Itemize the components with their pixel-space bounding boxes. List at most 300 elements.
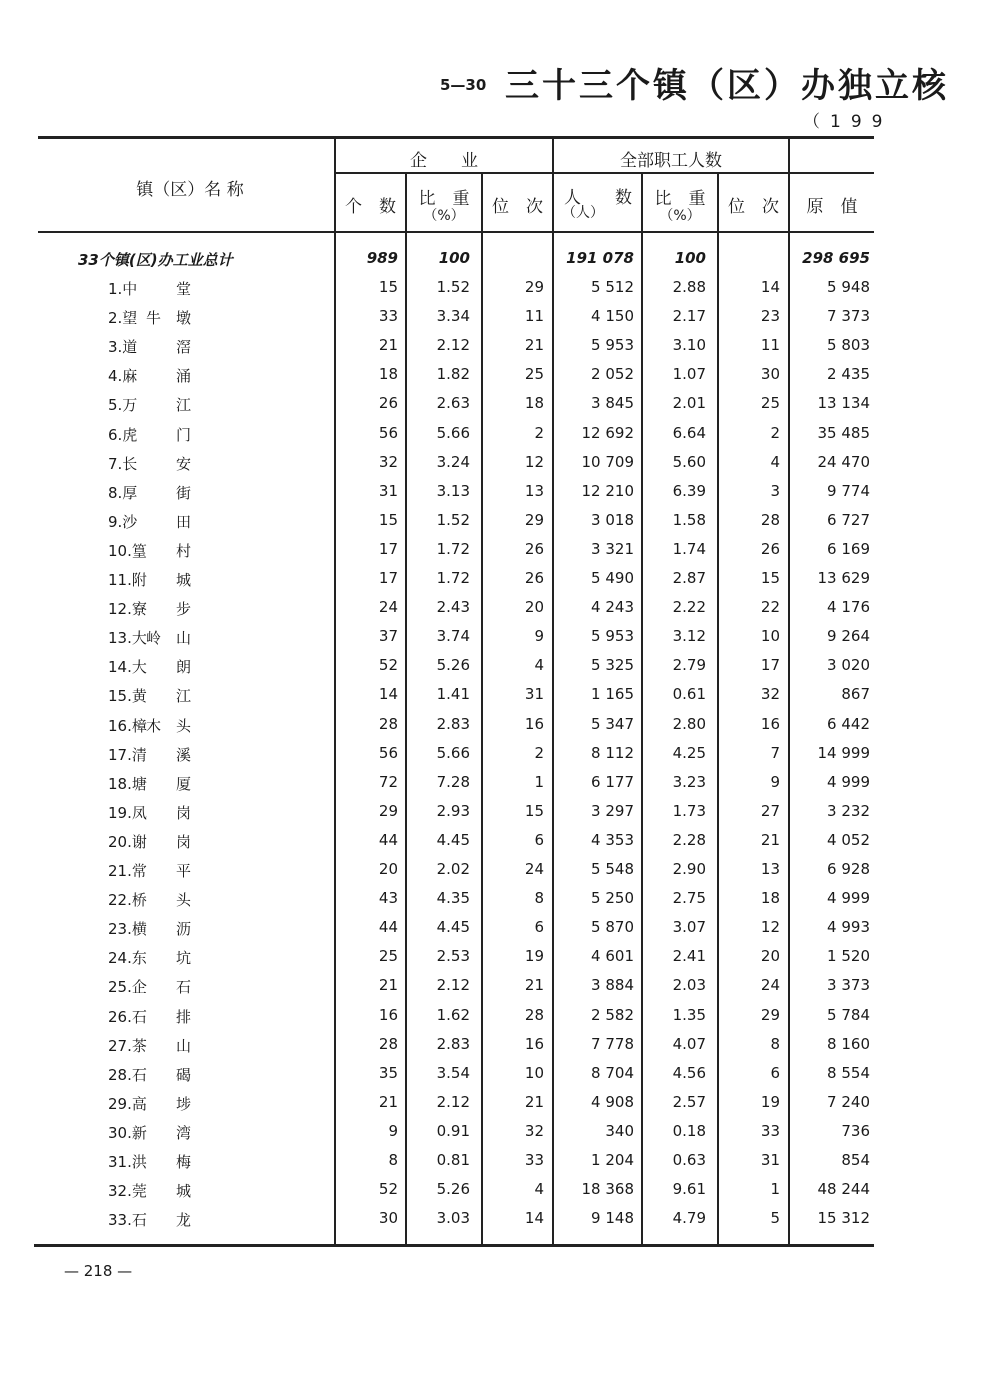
town-name-last: 石 (176, 978, 192, 997)
enterprise-rank: 26 (524, 539, 544, 558)
original-value: 6 169 (827, 539, 870, 558)
staff-persons: 3 297 (591, 801, 634, 820)
town-name-first: 15.黄 (108, 687, 147, 706)
enterprise-ratio: 2.12 (436, 1092, 470, 1111)
original-value: 9 774 (827, 481, 870, 500)
town-name-last: 江 (176, 687, 192, 706)
enterprise-count: 43 (378, 889, 398, 908)
enterprise-ratio: 4.35 (436, 889, 470, 908)
town-name-last: 碣 (176, 1065, 192, 1084)
staff-persons: 3 845 (591, 394, 634, 413)
town-name-last: 溪 (176, 745, 192, 764)
staff-rank: 7 (770, 743, 780, 762)
enterprise-ratio: 1.52 (436, 278, 470, 296)
enterprise-rank: 1 (534, 772, 544, 791)
staff-rank: 23 (760, 307, 780, 326)
enterprise-count: 15 (378, 510, 398, 529)
staff-persons: 340 (605, 1121, 634, 1140)
staff-rank: 9 (770, 772, 780, 791)
original-value: 736 (841, 1121, 870, 1140)
enterprise-ratio: 7.28 (436, 772, 470, 791)
staff-ratio: 0.61 (672, 685, 706, 704)
staff-persons: 18 368 (581, 1180, 634, 1199)
enterprise-count: 28 (378, 1034, 398, 1053)
original-value: 854 (841, 1151, 870, 1169)
table-row (0, 388, 1000, 417)
original-value: 6 928 (827, 860, 870, 878)
enterprise-ratio: 5.66 (436, 743, 470, 762)
town-name-last: 安 (176, 454, 192, 473)
total-original-value: 298 695 (802, 249, 870, 267)
original-value: 6 727 (827, 510, 870, 529)
table-row (0, 301, 1000, 330)
enterprise-rank: 4 (534, 1180, 544, 1199)
enterprise-rank: 33 (524, 1151, 544, 1169)
staff-group-header: 全部职工人数 (620, 151, 722, 171)
bottom-rule (34, 1244, 874, 1247)
original-value: 7 240 (827, 1092, 870, 1111)
enterprise-rank: 21 (524, 976, 544, 995)
town-name-last: 朗 (176, 658, 192, 677)
enterprise-rank: 16 (524, 714, 544, 733)
original-value: 5 948 (827, 278, 870, 296)
staff-rank: 30 (760, 365, 780, 384)
enterprise-group-header: 企 业 (410, 151, 478, 171)
town-name-first: 6.虎 (108, 425, 138, 444)
staff-rank: 26 (760, 539, 780, 558)
staff-ratio: 5.60 (672, 452, 706, 471)
enterprise-ratio: 1.62 (436, 1005, 470, 1024)
enterprise-rank: 4 (534, 656, 544, 675)
staff-rank: 3 (770, 481, 780, 500)
staff-ratio: 1.58 (672, 510, 706, 529)
staff-ratio: 1.74 (672, 539, 706, 558)
town-name-last: 山 (176, 629, 192, 648)
enterprise-rank: 16 (524, 1034, 544, 1053)
original-value: 13 134 (817, 394, 870, 413)
original-value: 15 312 (817, 1209, 870, 1228)
table-row (0, 1029, 1000, 1058)
table-row (0, 970, 1000, 999)
staff-ratio: 3.07 (672, 918, 706, 937)
enterprise-ratio: 5.26 (436, 656, 470, 675)
original-value: 5 803 (827, 336, 870, 355)
staff-persons: 5 953 (591, 336, 634, 355)
staff-persons: 1 204 (591, 1151, 634, 1169)
town-name-last: 头 (176, 891, 192, 910)
enterprise-count: 35 (378, 1063, 398, 1082)
table-row (0, 912, 1000, 941)
staff-persons: 2 052 (591, 365, 634, 384)
staff-persons: 3 884 (591, 976, 634, 995)
town-name-first: 1.中 (108, 280, 138, 298)
town-name-last: 城 (176, 1182, 192, 1201)
town-name-first: 16.樟 (108, 716, 147, 735)
rank-header: 位 次 (492, 197, 543, 217)
total-row (0, 243, 1000, 272)
enterprise-ratio: 3.34 (436, 307, 470, 326)
enterprise-count: 15 (378, 278, 398, 296)
staff-persons: 5 250 (591, 889, 634, 908)
staff-persons: 6 177 (591, 772, 634, 791)
enterprise-ratio: 0.91 (436, 1121, 470, 1140)
table-row (0, 650, 1000, 679)
enterprise-ratio: 4.45 (436, 830, 470, 849)
enterprise-count: 18 (378, 365, 398, 384)
enterprise-ratio: 1.72 (436, 539, 470, 558)
enterprise-ratio: 2.93 (436, 801, 470, 820)
enterprise-count: 25 (378, 947, 398, 966)
staff-ratio: 2.90 (672, 860, 706, 878)
enterprise-count: 21 (378, 1092, 398, 1111)
enterprise-rank: 11 (524, 307, 544, 326)
town-name-last: 坑 (176, 949, 192, 968)
table-row (0, 825, 1000, 854)
town-name-last: 湾 (176, 1123, 192, 1142)
enterprise-count: 8 (388, 1151, 398, 1169)
staff-rank: 15 (760, 569, 780, 587)
staff-ratio: 2.57 (672, 1092, 706, 1111)
persons-header: 人 数 (564, 188, 632, 208)
staff-ratio: 2.79 (672, 656, 706, 675)
staff-ratio: 2.75 (672, 889, 706, 908)
town-name-first: 33.石 (108, 1211, 147, 1230)
staff-ratio: 2.88 (672, 278, 706, 296)
staff-rank: 29 (760, 1005, 780, 1024)
staff-rank: 10 (760, 627, 780, 646)
staff-rank: 21 (760, 830, 780, 849)
enterprise-count: 72 (378, 772, 398, 791)
enterprise-rank: 6 (534, 830, 544, 849)
enterprise-count: 17 (378, 539, 398, 558)
total-ratio: 100 (438, 249, 470, 267)
staff-rank: 27 (760, 801, 780, 820)
header-bottom-rule (38, 231, 874, 233)
staff-rank: 8 (770, 1034, 780, 1053)
enterprise-rank: 31 (524, 685, 544, 704)
staff-persons: 4 243 (591, 598, 634, 617)
enterprise-count: 29 (378, 801, 398, 820)
staff-persons: 9 148 (591, 1209, 634, 1228)
town-name-last: 头 (176, 716, 192, 735)
enterprise-count: 30 (378, 1209, 398, 1228)
town-name-middle: 木 (146, 716, 162, 735)
staff-rank: 33 (760, 1121, 780, 1140)
original-value: 35 485 (817, 423, 870, 442)
table-row (0, 447, 1000, 476)
enterprise-rank: 21 (524, 336, 544, 355)
enterprise-count: 31 (378, 481, 398, 500)
town-name-first: 7.长 (108, 454, 138, 473)
town-name-first: 27.茶 (108, 1036, 147, 1055)
table-row (0, 359, 1000, 388)
staff-persons: 8 112 (591, 743, 634, 762)
original-value: 7 373 (827, 307, 870, 326)
enterprise-rank: 6 (534, 918, 544, 937)
original-value: 867 (841, 685, 870, 704)
town-name-last: 山 (176, 1036, 192, 1055)
enterprise-rank: 13 (524, 481, 544, 500)
table-row (0, 1000, 1000, 1029)
staff-ratio: 4.07 (672, 1034, 706, 1053)
table-row (0, 738, 1000, 767)
table-row (0, 534, 1000, 563)
staff-ratio: 1.35 (672, 1005, 706, 1024)
enterprise-ratio: 2.53 (436, 947, 470, 966)
enterprise-ratio: 3.74 (436, 627, 470, 646)
enterprise-rank: 14 (524, 1209, 544, 1228)
staff-persons: 5 512 (591, 278, 634, 296)
town-name-first: 14.大 (108, 658, 147, 677)
enterprise-rank: 32 (524, 1121, 544, 1140)
town-name-first: 19.凤 (108, 803, 147, 822)
enterprise-rank: 2 (534, 743, 544, 762)
enterprise-rank: 2 (534, 423, 544, 442)
staff-ratio: 1.07 (672, 365, 706, 384)
original-value: 48 244 (817, 1180, 870, 1199)
town-name-middle: 岭 (146, 629, 162, 648)
table-row (0, 1087, 1000, 1116)
original-value: 1 520 (827, 947, 870, 966)
enterprise-rank: 12 (524, 452, 544, 471)
staff-persons: 4 908 (591, 1092, 634, 1111)
enterprise-ratio: 2.12 (436, 336, 470, 355)
town-name-first: 28.石 (108, 1065, 147, 1084)
staff-rank: 1 (770, 1180, 780, 1199)
town-name-last: 村 (176, 541, 192, 560)
enterprise-ratio: 4.45 (436, 918, 470, 937)
original-value: 9 264 (827, 627, 870, 646)
staff-persons: 7 778 (591, 1034, 634, 1053)
staff-ratio: 6.39 (672, 481, 706, 500)
town-name-first: 18.塘 (108, 774, 147, 793)
town-name-last: 滘 (176, 338, 192, 357)
original-value: 3 232 (827, 801, 870, 820)
year-fragment: （199 (803, 112, 893, 132)
enterprise-count: 52 (378, 1180, 398, 1199)
staff-rank-header: 位 次 (728, 197, 779, 217)
enterprise-ratio: 5.26 (436, 1180, 470, 1199)
enterprise-count: 44 (378, 918, 398, 937)
town-name-first: 8.厚 (108, 483, 138, 502)
staff-ratio: 4.25 (672, 743, 706, 762)
staff-persons: 4 353 (591, 830, 634, 849)
staff-persons: 4 150 (591, 307, 634, 326)
enterprise-count: 44 (378, 830, 398, 849)
staff-persons: 12 210 (581, 481, 634, 500)
enterprise-ratio: 2.83 (436, 714, 470, 733)
original-value-header: 原 值 (806, 197, 858, 217)
staff-ratio: 2.03 (672, 976, 706, 995)
staff-persons: 3 018 (591, 510, 634, 529)
town-name-first: 22.桥 (108, 891, 147, 910)
town-name-first: 12.寮 (108, 600, 147, 619)
staff-rank: 20 (760, 947, 780, 966)
staff-rank: 13 (760, 860, 780, 878)
staff-ratio-header: 比 重 (654, 189, 706, 209)
town-name-last: 岗 (176, 832, 192, 851)
enterprise-rank: 15 (524, 801, 544, 820)
staff-ratio: 0.63 (672, 1151, 706, 1169)
town-name-first: 3.道 (108, 338, 138, 357)
town-name-last: 堂 (176, 280, 192, 298)
table-row (0, 941, 1000, 970)
town-name-first: 21.常 (108, 862, 147, 880)
enterprise-count: 24 (378, 598, 398, 617)
staff-persons: 12 692 (581, 423, 634, 442)
staff-rank: 17 (760, 656, 780, 675)
staff-ratio: 2.87 (672, 569, 706, 587)
enterprise-ratio: 3.54 (436, 1063, 470, 1082)
enterprise-rank: 19 (524, 947, 544, 966)
staff-rank: 4 (770, 452, 780, 471)
enterprise-count: 28 (378, 714, 398, 733)
staff-ratio: 2.22 (672, 598, 706, 617)
enterprise-ratio: 3.24 (436, 452, 470, 471)
town-name-first: 31.洪 (108, 1153, 147, 1171)
enterprise-ratio: 5.66 (436, 423, 470, 442)
town-name-first: 10.篁 (108, 541, 147, 560)
staff-ratio: 0.18 (672, 1121, 706, 1140)
enterprise-rank: 18 (524, 394, 544, 413)
enterprise-ratio: 3.03 (436, 1209, 470, 1228)
staff-ratio: 3.10 (672, 336, 706, 355)
staff-ratio: 9.61 (672, 1180, 706, 1199)
table-row (0, 330, 1000, 359)
town-name-first: 11.附 (108, 571, 147, 589)
enterprise-rank: 24 (524, 860, 544, 878)
table-row (0, 1058, 1000, 1087)
enterprise-ratio: 1.72 (436, 569, 470, 587)
staff-ratio: 2.01 (672, 394, 706, 413)
staff-rank: 31 (760, 1151, 780, 1169)
town-name-first: 17.清 (108, 745, 147, 764)
staff-ratio: 2.80 (672, 714, 706, 733)
enterprise-ratio: 1.82 (436, 365, 470, 384)
staff-ratio: 3.12 (672, 627, 706, 646)
enterprise-count: 20 (378, 860, 398, 878)
table-row (0, 854, 1000, 883)
staff-rank: 24 (760, 976, 780, 995)
enterprise-rank: 29 (524, 510, 544, 529)
top-rule (38, 136, 874, 139)
town-name-last: 岗 (176, 803, 192, 822)
town-name-first: 20.谢 (108, 832, 147, 851)
staff-ratio: 2.41 (672, 947, 706, 966)
enterprise-ratio: 2.63 (436, 394, 470, 413)
ratio-unit: （%） (423, 208, 465, 224)
original-value: 2 435 (827, 365, 870, 384)
town-name-last: 田 (176, 512, 192, 531)
table-row (0, 767, 1000, 796)
town-name-last: 埗 (176, 1094, 192, 1113)
town-name-last: 梅 (176, 1153, 192, 1171)
town-name-first: 24.东 (108, 949, 147, 968)
enterprise-count: 21 (378, 976, 398, 995)
original-value: 8 554 (827, 1063, 870, 1082)
staff-persons: 8 704 (591, 1063, 634, 1082)
enterprise-count: 21 (378, 336, 398, 355)
ratio-header: 比 重 (418, 189, 470, 209)
town-name-last: 江 (176, 396, 192, 415)
table-row (0, 272, 1000, 301)
town-name-last: 龙 (176, 1211, 192, 1230)
staff-ratio: 6.64 (672, 423, 706, 442)
enterprise-ratio: 1.41 (436, 685, 470, 704)
original-value: 8 160 (827, 1034, 870, 1053)
original-value: 4 176 (827, 598, 870, 617)
table-row (0, 592, 1000, 621)
town-name-last: 城 (176, 571, 192, 589)
town-name-first: 2.望 (108, 309, 138, 328)
enterprise-ratio: 0.81 (436, 1151, 470, 1169)
enterprise-count: 26 (378, 394, 398, 413)
enterprise-count: 52 (378, 656, 398, 675)
town-name-last: 排 (176, 1007, 192, 1026)
table-row (0, 796, 1000, 825)
enterprise-rank: 9 (534, 627, 544, 646)
page-title: 三十三个镇（区）办独立核 (505, 66, 949, 106)
original-value: 4 993 (827, 918, 870, 937)
town-name-last: 步 (176, 600, 192, 619)
original-value: 3 020 (827, 656, 870, 675)
town-name-first: 5.万 (108, 396, 138, 415)
staff-persons: 5 347 (591, 714, 634, 733)
table-row (0, 418, 1000, 447)
original-value: 13 629 (817, 569, 870, 587)
table-row (0, 476, 1000, 505)
staff-rank: 6 (770, 1063, 780, 1082)
table-row (0, 505, 1000, 534)
original-value: 3 373 (827, 976, 870, 995)
staff-rank: 11 (760, 336, 780, 355)
town-name-first: 4.麻 (108, 367, 138, 386)
original-value: 6 442 (827, 714, 870, 733)
staff-persons: 4 601 (591, 947, 634, 966)
enterprise-rank: 8 (534, 889, 544, 908)
staff-persons: 1 165 (591, 685, 634, 704)
town-name-middle: 牛 (146, 309, 162, 328)
town-name-first: 30.新 (108, 1123, 147, 1142)
staff-persons: 5 870 (591, 918, 634, 937)
staff-ratio: 2.28 (672, 830, 706, 849)
enterprise-ratio: 2.83 (436, 1034, 470, 1053)
town-name-last: 厦 (176, 774, 192, 793)
table-number: 5—30 (440, 76, 487, 94)
enterprise-count: 32 (378, 452, 398, 471)
original-value: 14 999 (817, 743, 870, 762)
original-value: 4 999 (827, 772, 870, 791)
enterprise-count: 14 (378, 685, 398, 704)
staff-persons: 5 953 (591, 627, 634, 646)
enterprise-count: 16 (378, 1005, 398, 1024)
enterprise-count: 56 (378, 743, 398, 762)
staff-ratio: 1.73 (672, 801, 706, 820)
staff-persons: 5 490 (591, 569, 634, 587)
enterprise-count: 9 (388, 1121, 398, 1140)
enterprise-rank: 28 (524, 1005, 544, 1024)
total-name: 33个镇(区)办工业总计 (78, 251, 233, 269)
table-row (0, 1145, 1000, 1174)
original-value: 5 784 (827, 1005, 870, 1024)
town-name-last: 涌 (176, 367, 192, 386)
town-name-last: 街 (176, 483, 192, 502)
staff-rank: 5 (770, 1209, 780, 1228)
town-name-first: 13.大 (108, 629, 147, 648)
staff-persons: 5 548 (591, 860, 634, 878)
table-row (0, 679, 1000, 708)
enterprise-rank: 25 (524, 365, 544, 384)
